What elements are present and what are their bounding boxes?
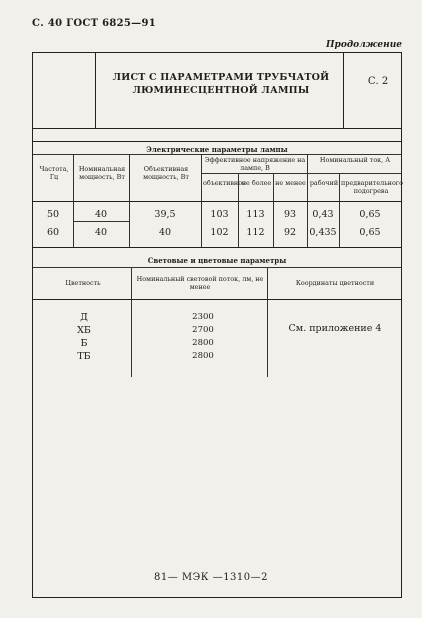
color-item: Б [80, 338, 88, 349]
col-voltage-min: не менее [275, 179, 306, 187]
light-section-title: Световые и цветовые параметры [147, 256, 287, 265]
row1-nominal-power: 40 [94, 209, 108, 220]
row2-voltage-min: 92 [283, 227, 297, 238]
row1-frequency: 50 [46, 209, 60, 220]
col-frequency: Частота, Гц [39, 165, 69, 181]
light-header-bottom-rule [33, 299, 401, 300]
sheet-title-line1: ЛИСТ С ПАРАМЕТРАМИ ТРУБЧАТОЙ [112, 72, 330, 83]
row2-current-work: 0,435 [309, 227, 337, 238]
light-col-div-2 [267, 267, 268, 377]
col-flux: Номинальный световой поток, лм, не менее [136, 275, 264, 291]
page-footer: 81— МЭК —1310—2 [153, 572, 269, 583]
col-current-work: рабочий [309, 179, 339, 187]
col-nominal-power: Номинальная мощность, Вт [78, 165, 126, 181]
row1-current-preheat: 0,65 [359, 209, 381, 220]
color-item: Д [80, 312, 88, 323]
row2-nominal-power: 40 [94, 227, 108, 238]
col-voltage-group: Эффективное напряжение на лампе, В [204, 156, 306, 172]
color-item: ХБ [77, 325, 91, 336]
col-current-preheat: предварительного подогрева [341, 179, 403, 195]
row2-voltage-objective: 102 [210, 227, 229, 238]
sheet-title-line2: ЛЮМИНЕСЦЕНТНОЙ ЛАМПЫ [132, 85, 310, 96]
sheet-title [95, 71, 347, 97]
row1-voltage-min: 93 [283, 209, 297, 220]
col-voltage-objective: объективное [203, 179, 246, 187]
row1-voltage-objective: 103 [210, 209, 229, 220]
title-bottom-rule [33, 128, 401, 129]
flux-item: 2700 [192, 325, 214, 335]
row2-objective-power: 40 [158, 227, 172, 238]
document-frame [32, 52, 402, 598]
continuation-label: Продолжение [326, 40, 402, 50]
color-item: ТБ [77, 351, 91, 362]
row1-underline [73, 221, 129, 222]
electrical-top-rule [33, 141, 401, 142]
flux-item: 2800 [192, 338, 214, 348]
color-list [69, 311, 99, 363]
page-header-left: С. 40 ГОСТ 6825—91 [32, 18, 156, 29]
sheet-page-number: С. 2 [367, 76, 389, 87]
col-objective-power: Объективная мощность, Вт [143, 165, 189, 181]
light-title-rule [33, 267, 401, 268]
flux-item: 2800 [192, 351, 214, 361]
row2-frequency: 60 [46, 227, 60, 238]
row2-voltage-max: 112 [246, 227, 265, 238]
col-voltage-max: не более [241, 179, 272, 187]
electrical-section-title: Электрические параметры лампы [146, 145, 288, 154]
flux-list [183, 311, 223, 363]
row1-current-work: 0,43 [312, 209, 334, 220]
flux-item: 2300 [192, 312, 214, 322]
light-col-div-1 [131, 267, 132, 377]
row1-voltage-max: 113 [246, 209, 265, 220]
col-coordinates: Координаты цветности [295, 279, 375, 287]
electrical-title-rule [33, 154, 401, 155]
row1-objective-power: 39,5 [154, 209, 176, 220]
col-color: Цветность [65, 279, 101, 287]
electrical-bottom-rule [33, 247, 401, 248]
elec-subheader-rule [201, 173, 401, 174]
col-current-group: Номинальный ток, А [319, 156, 391, 164]
elec-header-bottom-rule [33, 201, 401, 202]
coordinates-note: См. приложение 4 [288, 323, 382, 334]
row2-current-preheat: 0,65 [359, 227, 381, 238]
